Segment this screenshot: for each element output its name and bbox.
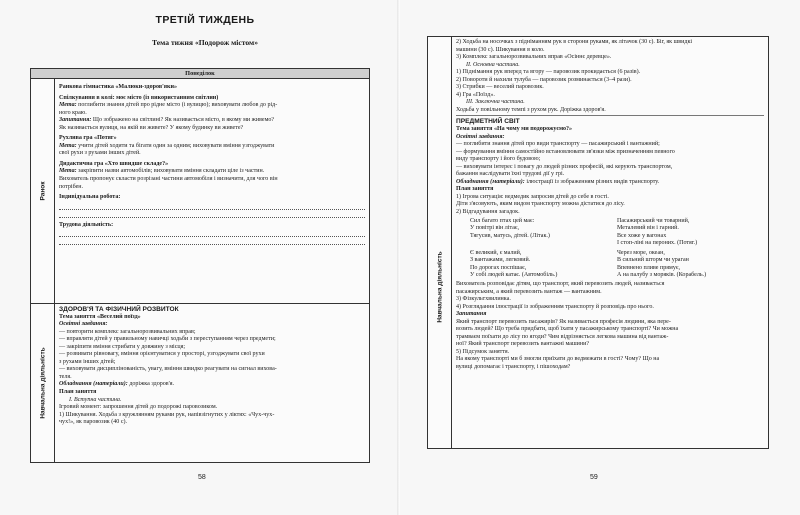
health-part-1: І. Вступна частина. [69, 396, 122, 403]
riddle-line: По дорогах поспішає, [470, 264, 527, 271]
world-plan-label: План заняття [456, 186, 494, 193]
world-equipment: Обладнання (матеріали): ілюстрації із зображенням різних видів транспорту. [456, 178, 660, 185]
riddle-block-2 [456, 250, 764, 280]
health-lesson-theme: Тема заняття «Веселий поїзд» [59, 313, 141, 320]
didactic-text-cont: потрібен. [59, 183, 84, 190]
week-title: ТРЕТІЙ ТИЖДЕНЬ [155, 14, 255, 26]
left-plan-table [30, 68, 370, 463]
health-moment: Ігровий момент: запрошення дітей до подорожі паровозиком. [59, 404, 218, 411]
riddle-ship [617, 250, 764, 280]
side-column-right [428, 37, 452, 448]
health-subject: ЗДОРОВ'Я ТА ФІЗИЧНИЙ РОЗВИТОК [59, 306, 179, 313]
labor-line [59, 239, 365, 245]
world-task: — поглибити знання дітей про види транспорту — пасажирський і вантажний; [456, 141, 660, 148]
health-step-3: 3) Комплекс загальнорозвивальних вправ «Осіннє деревце». [456, 54, 612, 61]
circle-title: Спілкування в колі: моє місто (із використанням світлин) [59, 94, 219, 101]
world-tasks-label: Освітні завдання: [456, 133, 505, 140]
health-section [59, 306, 365, 427]
world-subject: ПРЕДМЕТНИЙ СВІТ [456, 118, 520, 126]
riddle-plane [470, 218, 617, 248]
health-plan-label: План заняття [59, 389, 97, 396]
health-step-1: 1) Шикування. Ходьба з кружлянням руками рук, напівзігнутих у ліктях: «Чух-чух- [59, 411, 275, 418]
main-step: 3) Стрибки — веселий паровозик. [456, 84, 544, 91]
right-page [400, 0, 800, 515]
circle-goal: Мета: поглибити знання дітей про рідне місто (і вулицю); виховувати любов до рід- [59, 102, 278, 109]
labor-line [59, 231, 365, 237]
main-step: 2) Повороти й нахили тулуба — паровозик розминається (3–4 рази). [456, 76, 632, 83]
morning-section [59, 84, 365, 246]
section-divider [31, 303, 369, 304]
day-header: Понеділок [31, 69, 369, 79]
page-number-left: 58 [198, 474, 206, 481]
health-continued-section [456, 39, 764, 372]
page-number-right: 59 [590, 474, 598, 481]
health-task: — закріпити вміння стрибати у довжину з місця; [59, 343, 186, 350]
riddle-line: Все хоже у вагонах [617, 232, 667, 239]
world-plan-step: 4) Розглядання ілюстрації із зображенням транспорту й розповідь про нього. [456, 303, 654, 310]
riddle-line: Тягусив, матусь, дітей. (Літак.) [470, 232, 550, 239]
world-question: Який транспорт перевозить пасажирів? Як називається професія людини, яка пере- [456, 318, 671, 325]
side-label-right: Навчальна діяльність [436, 251, 443, 323]
health-task: — виховувати дисциплінованість, увагу, вміння швидко реагувати на сигнал вихова- [59, 366, 277, 373]
riddle-car [470, 250, 617, 280]
health-task: — вправляти дітей у правильному навичці ходьби з переступанням через предмети; [59, 336, 276, 343]
final-step: Ходьба у повільному темпі з рухом рук. Доріжка здоров'я. [456, 106, 606, 113]
week-theme-title: Тема тижня «Подорож містом» [151, 38, 258, 47]
side-column-morning [31, 79, 55, 303]
didactic-title: Дидактична гра «Хто швидше складе?» [59, 160, 169, 167]
circle-goal-cont: ного краю. [59, 109, 87, 116]
world-plan-step: 3) Фізкультхвилинка. [456, 296, 511, 303]
world-plan-step: 1) Ігрова ситуація: ведмедик запросив дітей до себе в гості. [456, 193, 609, 200]
world-task-cont: виду транспорту і його будовою; [456, 156, 541, 163]
world-questions-label: Запитання [456, 311, 487, 318]
world-plan-step: 5) Підсумок заняття. [456, 348, 510, 355]
labor-label: Трудова діяльність: [59, 221, 114, 228]
riddle-line: В сильний шторм чи ураган [617, 257, 689, 264]
right-plan-table [427, 36, 769, 449]
main-step: 4) Гра «Поїзд». [456, 91, 495, 98]
riddle-line: І стоп-ліні на пероних. (Потяг.) [617, 240, 698, 247]
game-goal-cont: свої рухи з рухами інших дітей. [59, 150, 141, 157]
riddle-train [617, 218, 764, 248]
circle-questions: Запитання: Що зображено на світлині? Як називається місто, в якому ми живемо? [59, 117, 275, 124]
health-tasks-label: Освітні завдання: [59, 321, 108, 328]
health-task: — розвивати рівновагу, вміння орієнтуватися у просторі, узгоджувати свої рухи [59, 351, 265, 358]
riddle-line: А на палубу з моряків. (Корабель.) [617, 272, 707, 279]
world-question: трамваєм поїхати до лісу по ягоди? Чим відрізняється легкова машина від вантаж- [456, 333, 669, 340]
world-task: — формування вміння самостійно встановлювати зв'язки між призначенням певного [456, 148, 675, 155]
world-plan-step: 2) Відгадування загадок. [456, 209, 520, 216]
individual-work-label: Індивідуальна робота: [59, 194, 121, 201]
world-task-cont: бажання наслідувати їхні трудові дії у грі. [456, 171, 565, 178]
riddle-line: Через море, океан, [617, 249, 665, 256]
health-step-2: 2) Ходьба на носочках з підніманням рук в сторони руками, як літачок (30 с). Біг, як швидкі [456, 39, 693, 45]
world-lesson-theme: Тема заняття «На чому ми подорожуємо?» [456, 126, 573, 133]
world-summary-cont: пасажирським, а який перевозить вантаж — вантажним. [456, 288, 602, 295]
health-part-3: ІІІ. Заключна частина. [466, 99, 525, 106]
didactic-goal: Мета: закріпити назви автомобілів; виховувати вміння складати ціле із частин. [59, 168, 265, 175]
gym-title: Ранкова гімнастика «Малюки-здоров'яки» [59, 84, 178, 90]
circle-questions-cont: Як називається вулиця, на якій ви живете? У якому будинку ви живете? [59, 124, 244, 131]
game-goal: Мета: учити дітей ходити та бігати один за одним; виховувати вміння узгоджувати [59, 142, 275, 149]
riddle-line: У повітрі він літає, [470, 225, 520, 232]
section-rule [456, 114, 764, 116]
health-equipment: Обладнання (матеріали): доріжка здоров'я. [59, 381, 174, 388]
riddle-line: Впевнено пливе прямує, [617, 264, 681, 271]
health-part-2: ІІ. Основна частина. [466, 61, 520, 68]
health-task: — повторити комплекс загальнорозвивальних вправ; [59, 328, 196, 335]
world-summary: Вихователь розповідає дітям, що транспорт, який перевозить людей, називається [456, 280, 665, 287]
riddle-block-1 [456, 218, 764, 248]
health-step-1-cont: чух!», як паровозик (40 с). [59, 419, 128, 426]
health-task-cont: теля. [59, 373, 72, 380]
world-task: — виховувати інтерес і повагу до людей різних професій, які керують транспортом, [456, 163, 673, 170]
riddle-line: Сил багато птах цей має: [470, 217, 535, 224]
world-final-question: На якому транспорті ми б змогли приїхати до ведмежати в гості? Чому? Що на [456, 356, 660, 363]
side-label-lessons: Навчальна діяльність [39, 347, 46, 419]
world-question: ної? Який транспорт перевозить вантажні машини? [456, 341, 590, 348]
world-final-question-cont: вулиці допомагає і транспорту, і пішоходам? [456, 363, 571, 370]
individual-work-line [59, 204, 365, 210]
riddle-line: У собі людей катає. (Автомобіль.) [470, 272, 558, 279]
individual-work-line [59, 212, 365, 218]
world-question: возить людей? Що треба придбати, щоб їхати у пасажирському транспорті? Чи можна [456, 326, 679, 333]
main-step: 1) Піднімання рук вперед та вгору — паровозик прокидається (6 разів). [456, 69, 641, 76]
riddle-line: Пасажирський чи товарний, [617, 217, 690, 224]
riddle-line: Металевий він і гарний. [617, 225, 679, 232]
side-column-lessons [31, 303, 55, 463]
health-step-2-cont: машини (30 с). Шикування в коло. [456, 46, 545, 53]
riddle-line: З вантажами, легковий. [470, 257, 531, 264]
side-label-morning: Ранок [39, 181, 46, 201]
riddle-line: Є великий, є малий, [470, 249, 522, 256]
didactic-text: Вихователь пропонує скласти розрізані частини автомобіля і визначити, для чого він [59, 176, 278, 183]
game-title: Рухлива гра «Потяг» [59, 135, 117, 142]
health-task-cont: з рухами інших дітей; [59, 358, 116, 365]
world-plan-step-cont: Діти з'ясовують, яким видом транспорту можна дістатися до лісу. [456, 201, 625, 208]
